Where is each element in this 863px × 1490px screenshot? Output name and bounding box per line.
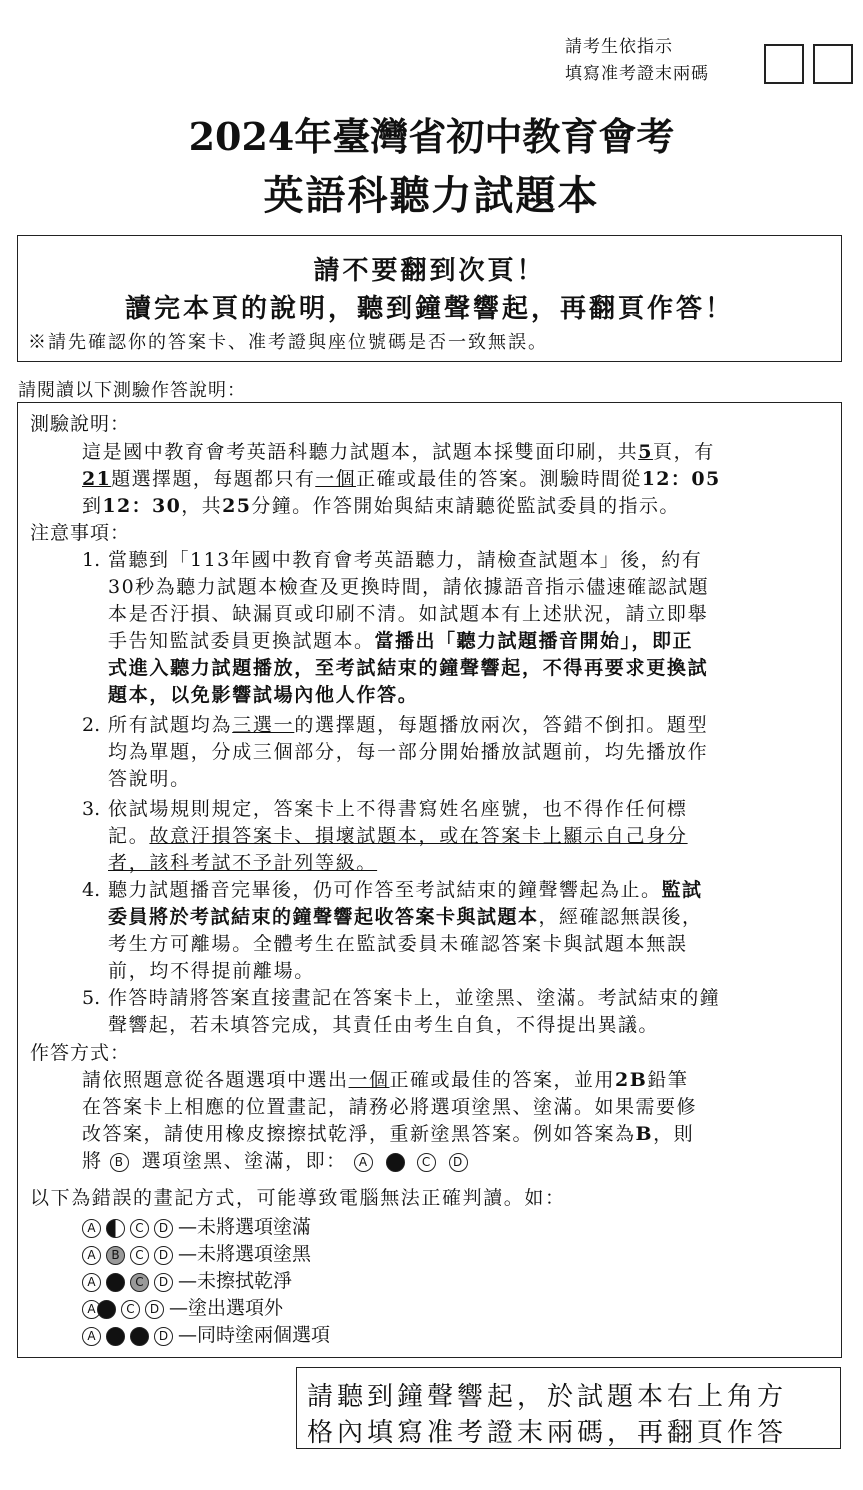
notes-heading: 注意事項： [30,522,131,544]
bubble-a-icon: A [82,1246,101,1265]
bubble-a-icon: A [354,1153,373,1172]
warning-line3: ※請先確認你的答案卡、准考證與座位號碼是否一致無誤。 [28,332,548,353]
wrong-example-1-label: —未將選項塗滿 [178,1216,312,1238]
bottom-line1: 請聽到鐘聲響起，於試題本右上角方 [307,1382,788,1412]
bubble-d-icon: D [154,1273,173,1292]
note1-line5: 式進入聽力試題播放，至考試結束的鐘聲響起，不得再要求更換試 [108,657,709,679]
note5-num: 5. [82,987,101,1009]
note1-line4: 手告知監試委員更換試題本。當播出「聽力試題播音開始」，即正 [108,630,694,652]
bubble-smudged-c-icon: C [130,1273,149,1292]
bubble-a-icon: A [82,1273,101,1292]
note3-num: 3. [82,798,101,820]
wrong-example-3-label: —未擦拭乾淨 [178,1270,293,1292]
bubble-d-icon: D [145,1300,164,1319]
bubble-filled-icon [106,1273,125,1292]
note3-line3: 者，該科考試不予計列等級。 [108,852,378,874]
bubble-d-icon: D [154,1246,173,1265]
note4-line3: 考生方可離場。全體考生在監試委員未確認答案卡與試題本無誤 [108,933,688,955]
note4-line4: 前，均不得提前離場。 [108,960,316,982]
note1-line3: 本是否汙損、缺漏頁或印刷不清。如試題本有上述狀況，請立即舉 [108,603,709,625]
method-line3: 改答案，請使用橡皮擦擦拭乾淨，重新塗黑答案。例如答案為B，則 [82,1123,695,1145]
bubble-a-icon: A [82,1219,101,1238]
bubble-filled-icon [106,1327,125,1346]
wrong-example-4-label: —塗出選項外 [169,1297,284,1319]
note1-line2: 30秒為聽力試題本檢查及更換時間，請依據語音指示儘速確認試題 [108,576,710,598]
bubble-c-icon: C [417,1153,436,1172]
wrong-example-5 [82,1322,330,1349]
bubble-filled-icon [386,1153,405,1172]
method-line1: 請依照題意從各題選項中選出一個正確或最佳的答案，並用2B鉛筆 [82,1069,689,1091]
bubble-c-icon: C [130,1219,149,1238]
bubble-a-icon: A [82,1300,101,1319]
warning-line2: 讀完本頁的說明，聽到鐘聲響起，再翻頁作答！ [124,294,734,324]
test-desc-heading: 測驗說明： [30,413,131,435]
note5-line2: 聲響起，若未填答完成，其責任由考生自負，不得提出異議。 [108,1014,659,1036]
note2-line1: 所有試題均為三選一的選擇題，每題播放兩次，答錯不倒扣。題型 [108,714,709,736]
method-line4: 將 B 選項塗黑、塗滿，即： A C D [82,1148,473,1175]
note1-num: 1. [82,549,101,571]
wrong-example-4 [82,1295,283,1322]
note2-line3: 答說明。 [108,768,191,790]
test-desc-line1: 這是國中教育會考英語科聽力試題本，試題本採雙面印刷，共5頁，有 [82,441,715,463]
exam-title: 2024年臺灣省初中教育會考 [188,114,675,159]
note5-line1: 作答時請將答案直接畫記在答案卡上，並塗黑、塗滿。考試結束的鐘 [108,987,721,1009]
exam-subtitle: 英語科聽力試題本 [263,172,600,219]
bubble-gray-b-icon: B [106,1246,125,1265]
note4-line1: 聽力試題播音完畢後，仍可作答至考試結束的鐘聲響起為止。監試 [108,879,703,901]
wrong-intro: 以下為錯誤的畫記方式，可能導致電腦無法正確判讀。如： [30,1187,566,1209]
wrong-example-5-label: —同時塗兩個選項 [178,1324,331,1346]
note2-num: 2. [82,714,101,736]
seat-instruction-line1: 請考生依指示 [565,37,673,57]
wrong-example-3 [82,1268,292,1295]
bubble-b-icon: B [110,1153,129,1172]
bubble-d-icon: D [154,1327,173,1346]
note1-line1: 當聽到「113年國中教育會考英語聽力，請檢查試題本」後，約有 [108,549,703,571]
method-heading: 作答方式： [30,1042,131,1064]
wrong-example-1 [82,1214,311,1241]
seat-instruction-line2: 填寫准考證末兩碼 [565,64,709,84]
read-instructions-label: 請閱讀以下測驗作答說明： [18,380,246,401]
seat-digit-box-1[interactable] [764,44,804,84]
seat-digit-box-2[interactable] [813,44,853,84]
note4-line2: 委員將於考試結束的鐘聲響起收答案卡與試題本，經確認無誤後， [108,906,703,928]
instructions-box [17,402,842,1358]
note2-line2: 均為單題，分成三個部分，每一部分開始播放試題前，均先播放作 [108,741,709,763]
bubble-overflow-icon [97,1300,116,1319]
method-line2: 在答案卡上相應的位置畫記，請務必將選項塗黑、塗滿。如果需要修 [82,1096,698,1118]
note4-num: 4. [82,879,101,901]
bubble-d-icon: D [154,1219,173,1238]
bubble-a-icon: A [82,1327,101,1346]
wrong-example-2-label: —未將選項塗黑 [178,1243,312,1265]
bubble-d-icon: D [449,1153,468,1172]
bottom-instruction-box [296,1367,841,1449]
note3-line2: 記。故意汙損答案卡、損壞試題本，或在答案卡上顯示自己身分 [108,825,688,847]
wrong-example-2 [82,1241,311,1268]
note1-line6: 題本，以免影響試場內他人作答。 [108,684,419,706]
seat-instruction [565,34,709,88]
note3-line1: 依試場規則規定，答案卡上不得書寫姓名座號，也不得作任何標 [108,798,688,820]
test-desc-line2: 21題選擇題，每題都只有一個正確或最佳的答案。測驗時間從12：05 [82,468,721,490]
test-desc-line3: 到12：30，共25分鐘。作答開始與結束請聽從監試委員的指示。 [82,495,680,517]
bubble-c-icon: C [130,1246,149,1265]
bubble-c-icon: C [121,1300,140,1319]
warning-box [17,235,842,362]
bubble-filled-icon [130,1327,149,1346]
bubble-half-filled-icon [106,1219,125,1238]
bottom-line2: 格內填寫准考證末兩碼，再翻頁作答 [307,1418,788,1448]
warning-line1: 請不要翻到次頁！ [313,256,546,286]
